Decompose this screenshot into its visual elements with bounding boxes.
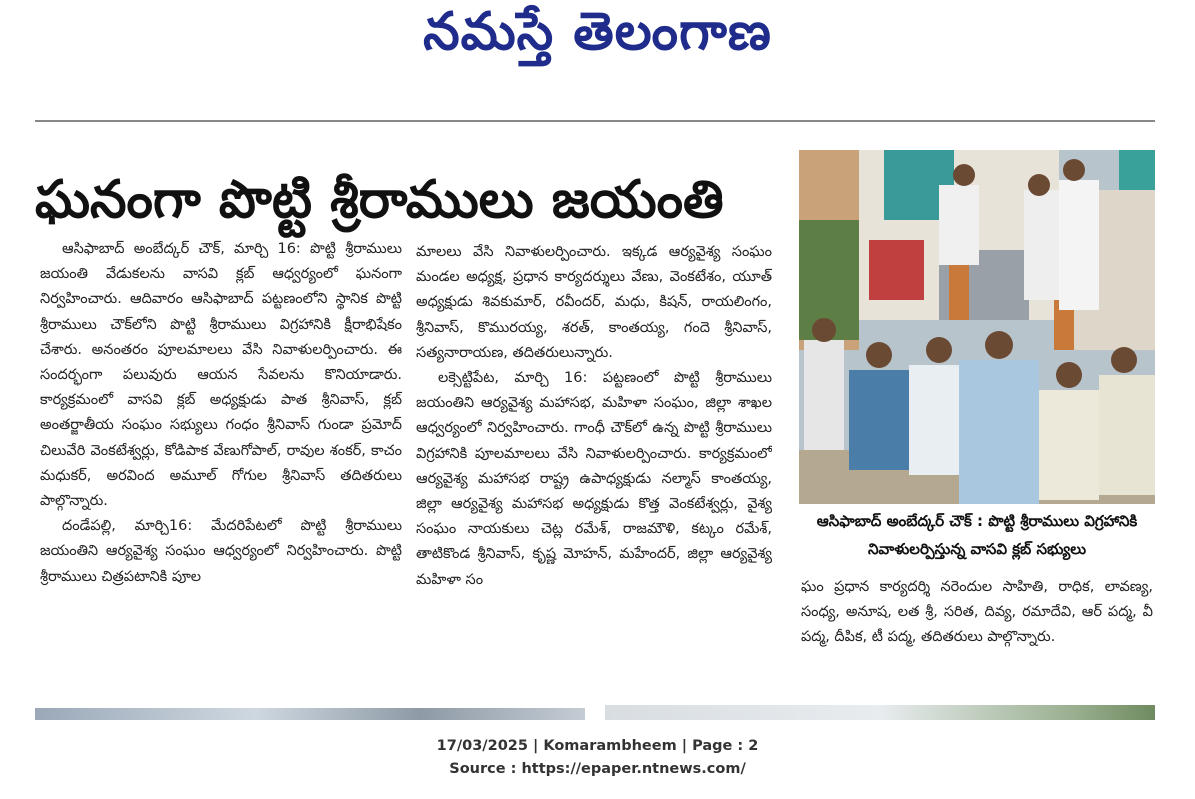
paragraph-asifabad: ఆసిఫాబాద్ అంబేద్కర్ చౌక్, మార్చి 16: పొట్టి శ్రీరాములు జయంతి వేడుకలను వాసవి క్లబ్ ఆధ్వర్యంలో ఘనంగా నిర్వహించారు. ఆదివారం ఆసిఫాబాద్ పట్టణంలోని స్థానిక పొట్టి శ్రీరాములు చౌక్‌లోని పొట్టి శ్రీరాములు విగ్రహానికి క్షీరాభిషేకం చేశారు. అనంతరం పూలమాలలు వేసి నివాళులర్పించారు. ఈ సందర్భంగా పలువురు ఆయన సేవలను కొనియాడారు. కార్యక్రమంలో వాసవి క్లబ్ అధ్యక్షుడు పాత శ్రీనివాస్, క్లబ్ అంతర్జాతీయ సంఘం సభ్యులు గంధం శ్రీనివాస్ గుండా ప్రమోద్ చిలువేరి వెంకటేశ్వర్లు, కోడిపాక వేణుగోపాల్, రావుల శంకర్, కాచం మధుకర్, అరవింద అమూల్ గోగుల శ్రీనివాస్ తదితరులు పాల్గొన్నారు.: [40, 241, 402, 510]
photo-caption: ఆసిఫాబాద్ అంబేద్కర్ చౌక్ : పొట్టి శ్రీరాములు విగ్రహానికి నివాళులర్పిస్తున్న వాసవి క్లబ్ సభ్యులు: [816, 512, 1138, 558]
paragraph-dandepalli-cont: మాలలు వేసి నివాళులర్పించారు. ఇక్కడ ఆర్యవైశ్య సంఘం మండల అధ్యక్ష, ప్రధాన కార్యదర్శులు వేణు, వెంకటేశం, యూత్ అధ్యక్షుడు శివకుమార్, రవీందర్, మధు, కిషన్, రాయలింగం, శ్రీనివాస్, కొమురయ్య, శరత్, కాంతయ్య, గందె శ్రీనివాస్, సత్యనారాయణ, తదితరులున్నారు.: [416, 244, 772, 361]
article-column-2: [416, 240, 772, 690]
article-headline: ఘనంగా పొట్టి శ్రీరాములు జయంతి: [35, 170, 724, 230]
next-article-image-strip: [35, 708, 585, 720]
group-photo-image: [799, 150, 1155, 504]
footer-edition-info: 17/03/2025 | Komarambheem | Page : 2: [436, 738, 759, 754]
masthead: [0, 2, 1195, 75]
next-article-image-strip-2: [605, 705, 1155, 720]
newspaper-title: నమస్తే తెలంగాణ: [423, 2, 772, 62]
paragraph-luxettipet-cont: ఘం ప్రధాన కార్యదర్శి నరెందుల సాహితి, రాధిక, లావణ్య, సంధ్య, అనూష, లత శ్రీ, సరిత, దివ్య, రమాదేవి, ఆర్ పద్మ, వీ పద్మ, దీపిక, టీ పద్మ, తదితరులు పాల్గొన్నారు.: [801, 579, 1153, 646]
article-photo: [799, 150, 1155, 504]
article-column-1: [40, 237, 402, 689]
paragraph-luxettipet: లక్సెట్టిపేట, మార్చి 16: పట్టణంలో పొట్టి శ్రీరాములు జయంతిని ఆర్యవైశ్య మహాసభ, మహిళా సంఘం, జిల్లా శాఖల ఆధ్వర్యంలో నిర్వహించారు. గాంధీ చౌక్‌లో ఉన్న పొట్టి శ్రీరాములు విగ్రహానికి పూలమాలలు వేసి నివాళులర్పించారు. కార్యక్రమంలో ఆర్యవైశ్య మహాసభ రాష్ట్ర ఉపాధ్యక్షుడు నల్మాస్ కాంతయ్య, జిల్లా ఆర్యవైశ్య మహాసభ అధ్యక్షుడు కొత్త వెంకటేశ్వర్లు, వైశ్య సంఘం నాయకులు చెట్ల రమేశ్, రాజమౌళి, కట్కం రమేశ్, తాటికొండ శ్రీనివాస్, కృష్ణ మోహన్, మహేందర్, జిల్లా ఆర్యవైశ్య మహిళా సం: [416, 370, 772, 588]
article-column-3: [801, 575, 1153, 690]
footer-source: Source : https://epaper.ntnews.com/: [449, 761, 746, 777]
paragraph-dandepalli: దండేపల్లి, మార్చి16: మేదరిపేటలో పొట్టి శ్రీరాములు జయంతిని ఆర్యవైశ్య సంఘం ఆధ్వర్యంలో నిర్వహించారు. పొట్టి శ్రీరాములు చిత్రపటానికి పూల: [40, 518, 402, 585]
header-divider: [35, 120, 1155, 122]
